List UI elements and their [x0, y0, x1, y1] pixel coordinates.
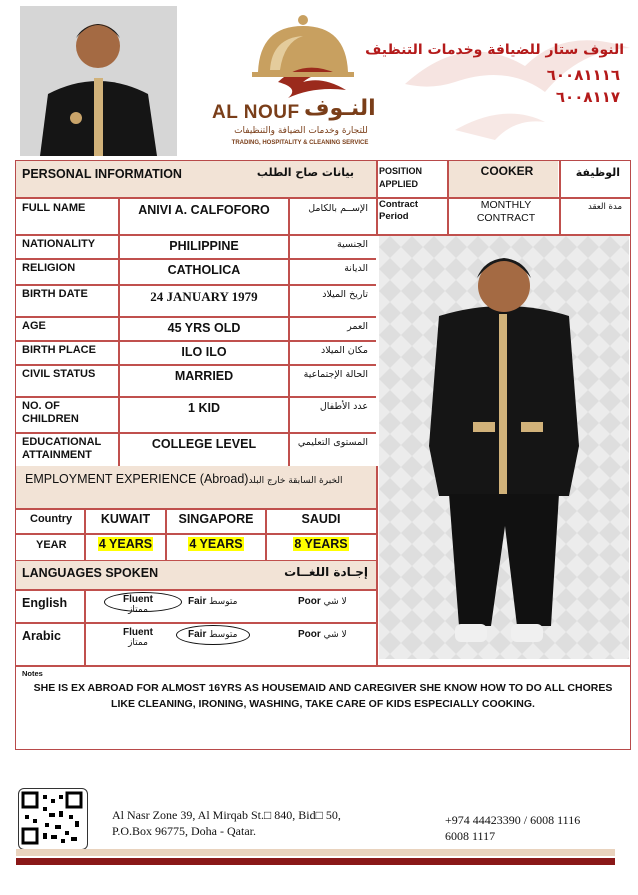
footer-band-top [16, 849, 615, 856]
footer-phone-2: 6008 1117 [445, 829, 496, 843]
years-3 [267, 537, 375, 551]
field-label: AGE [22, 320, 46, 332]
field-label-ar: الحالة الإجتماعية [303, 369, 368, 380]
grid-line [376, 466, 378, 665]
fluent-option[interactable] [110, 628, 166, 648]
language-name: Arabic [22, 629, 61, 643]
field-label-ar: تاريخ الميلاد [322, 289, 368, 300]
selected-oval [104, 592, 182, 612]
grid-line [16, 340, 376, 342]
fair-option[interactable] [188, 596, 237, 607]
logo-ar: النـوف [304, 96, 376, 121]
years-1 [86, 537, 165, 551]
country-3: SAUDI [301, 512, 341, 526]
field-label: NO. OF CHILDREN [22, 400, 79, 425]
poor-label-ar: لا شي [323, 597, 347, 607]
poor-option[interactable] [298, 629, 347, 640]
poor-label: Poor [298, 596, 321, 607]
poor-label: Poor [298, 629, 321, 640]
field-label: RELIGION [22, 262, 76, 274]
country-2: SINGAPORE [178, 512, 254, 526]
applicant-photo-small [20, 6, 177, 156]
qr-code-icon [19, 789, 85, 847]
country-label: Country [30, 513, 73, 525]
position-ar: الوظيفة [575, 166, 620, 179]
fluent-label: Fluent [123, 594, 153, 605]
field-label-ar: الإســم بالكامل [308, 203, 368, 214]
notes-text: SHE IS EX ABROAD FOR ALMOST 16YRS AS HOUSEMAID AND CAREGIVER SHE KNOW HOW TO DO ALL CHORES LIKE CLEANING, IRONING, WASHING, TAKE CARE OF KIDS ESPECIALLY COOKING. [33, 682, 613, 710]
grid-line [16, 316, 376, 318]
grid-line [16, 432, 376, 434]
years-1-value: 4 YEARS [98, 537, 153, 551]
field-value: PHILIPPINE [169, 239, 239, 253]
logo-en: AL NOUF [212, 102, 300, 123]
grid-line [559, 161, 561, 236]
grid-line [84, 589, 86, 665]
field-label: FULL NAME [22, 202, 86, 214]
employment-title-en: EMPLOYMENT EXPERIENCE (Abroad) [25, 472, 249, 486]
fluent-label-ar: ممتاز [128, 605, 148, 615]
years-2-value: 4 YEARS [189, 537, 243, 551]
footer-phone-1: +974 44423390 / 6008 1116 [445, 813, 581, 827]
logo-sub-en: TRADING, HOSPITALITY & CLEANING SERVICE [231, 140, 369, 146]
field-label: EDUCATIONAL ATTAINMENT [22, 436, 102, 461]
grid-line [16, 508, 376, 510]
grid-line [16, 258, 376, 260]
contract-label: Contract Period [379, 199, 419, 222]
grid-line [16, 234, 376, 236]
selected-oval [176, 625, 250, 645]
field-value: MARRIED [174, 369, 234, 383]
poor-label-ar: لا شي [323, 630, 347, 640]
field-label: NATIONALITY [22, 238, 96, 250]
field-value: 1 KID [188, 401, 220, 415]
employment-title-ar: الخبرة السابقة خارج البلد [248, 476, 343, 486]
field-label-ar: الديانة [344, 263, 368, 274]
field-label-ar: الجنسية [337, 239, 368, 250]
grid-line [447, 161, 449, 236]
header-phone-ar-2: ٦٠٠٨١١٧ [555, 88, 620, 106]
grid-line [16, 284, 376, 286]
field-label: CIVIL STATUS [22, 368, 96, 380]
field-value: COLLEGE LEVEL [151, 437, 257, 451]
grid-line [16, 197, 630, 199]
field-value: CATHOLICA [167, 263, 241, 277]
company-logo [212, 10, 380, 150]
footer-band-bottom [16, 858, 615, 865]
field-label-ar: مكان الميلاد [320, 345, 368, 356]
grid-line [376, 161, 378, 236]
cloche-logo-icon [248, 12, 358, 100]
header-phone-ar-1: ٦٠٠٨١١١٦ [546, 66, 620, 84]
field-label: BIRTH PLACE [22, 344, 96, 356]
notes-label: Notes [22, 669, 43, 678]
languages-title: LANGUAGES SPOKEN [22, 566, 159, 580]
field-label-ar: عدد الأطفال [319, 401, 368, 412]
contract-ar: مدة العقد [588, 202, 622, 212]
personal-info-title: PERSONAL INFORMATION [22, 167, 182, 181]
footer-address-2: P.O.Box 96775, Doha - Qatar. [112, 824, 256, 838]
grid-line [16, 533, 376, 535]
languages-title-ar: إجـادة اللغــات [284, 565, 368, 579]
employment-title [25, 472, 343, 486]
fair-label-ar: متوسط [209, 597, 238, 607]
language-name: English [22, 596, 68, 610]
field-value: ANIVI A. CALFOFORO [138, 203, 270, 217]
field-value: ILO ILO [181, 345, 227, 359]
field-label-ar: المستوى التعليمي [297, 437, 368, 448]
fluent-label-ar: ممتاز [128, 638, 148, 648]
field-value: 45 YRS OLD [167, 321, 241, 335]
grid-line [288, 198, 290, 466]
qr-code [18, 788, 88, 850]
position-label: POSITION APPLIED [379, 166, 423, 189]
logo-sub-ar: للتجارة وخدمات الضيافة والتنظيفات [234, 126, 368, 136]
poor-option[interactable] [298, 596, 347, 607]
company-name-ar: النوف ستار للضيافة وخدمات التنظيف [365, 42, 624, 58]
footer-address-1: Al Nasr Zone 39, Al Mirqab St.□ 840, Bid□ 50, [112, 808, 341, 822]
years-3-value: 8 YEARS [294, 537, 348, 551]
grid-line [16, 622, 376, 624]
country-1: KUWAIT [100, 512, 151, 526]
grid-line [16, 589, 376, 591]
field-label: BIRTH DATE [22, 288, 88, 300]
fair-label-ar: متوسط [209, 630, 238, 640]
position-value: COOKER [480, 164, 534, 178]
field-value: 24 JANUARY 1979 [150, 289, 258, 304]
fluent-label: Fluent [123, 627, 153, 638]
years-2 [167, 537, 265, 551]
year-label: YEAR [36, 539, 67, 551]
grid-line [16, 665, 630, 667]
grid-line [16, 396, 376, 398]
fair-label: Fair [188, 596, 207, 607]
grid-line [16, 364, 376, 366]
applicant-photo-full [379, 236, 629, 659]
personal-info-title-ar: بيانات صاح الطلب [256, 166, 354, 179]
grid-line [118, 198, 120, 466]
fair-label: Fair [188, 629, 207, 640]
field-label-ar: العمر [347, 321, 368, 332]
contract-value: MONTHLY CONTRACT [476, 199, 536, 224]
